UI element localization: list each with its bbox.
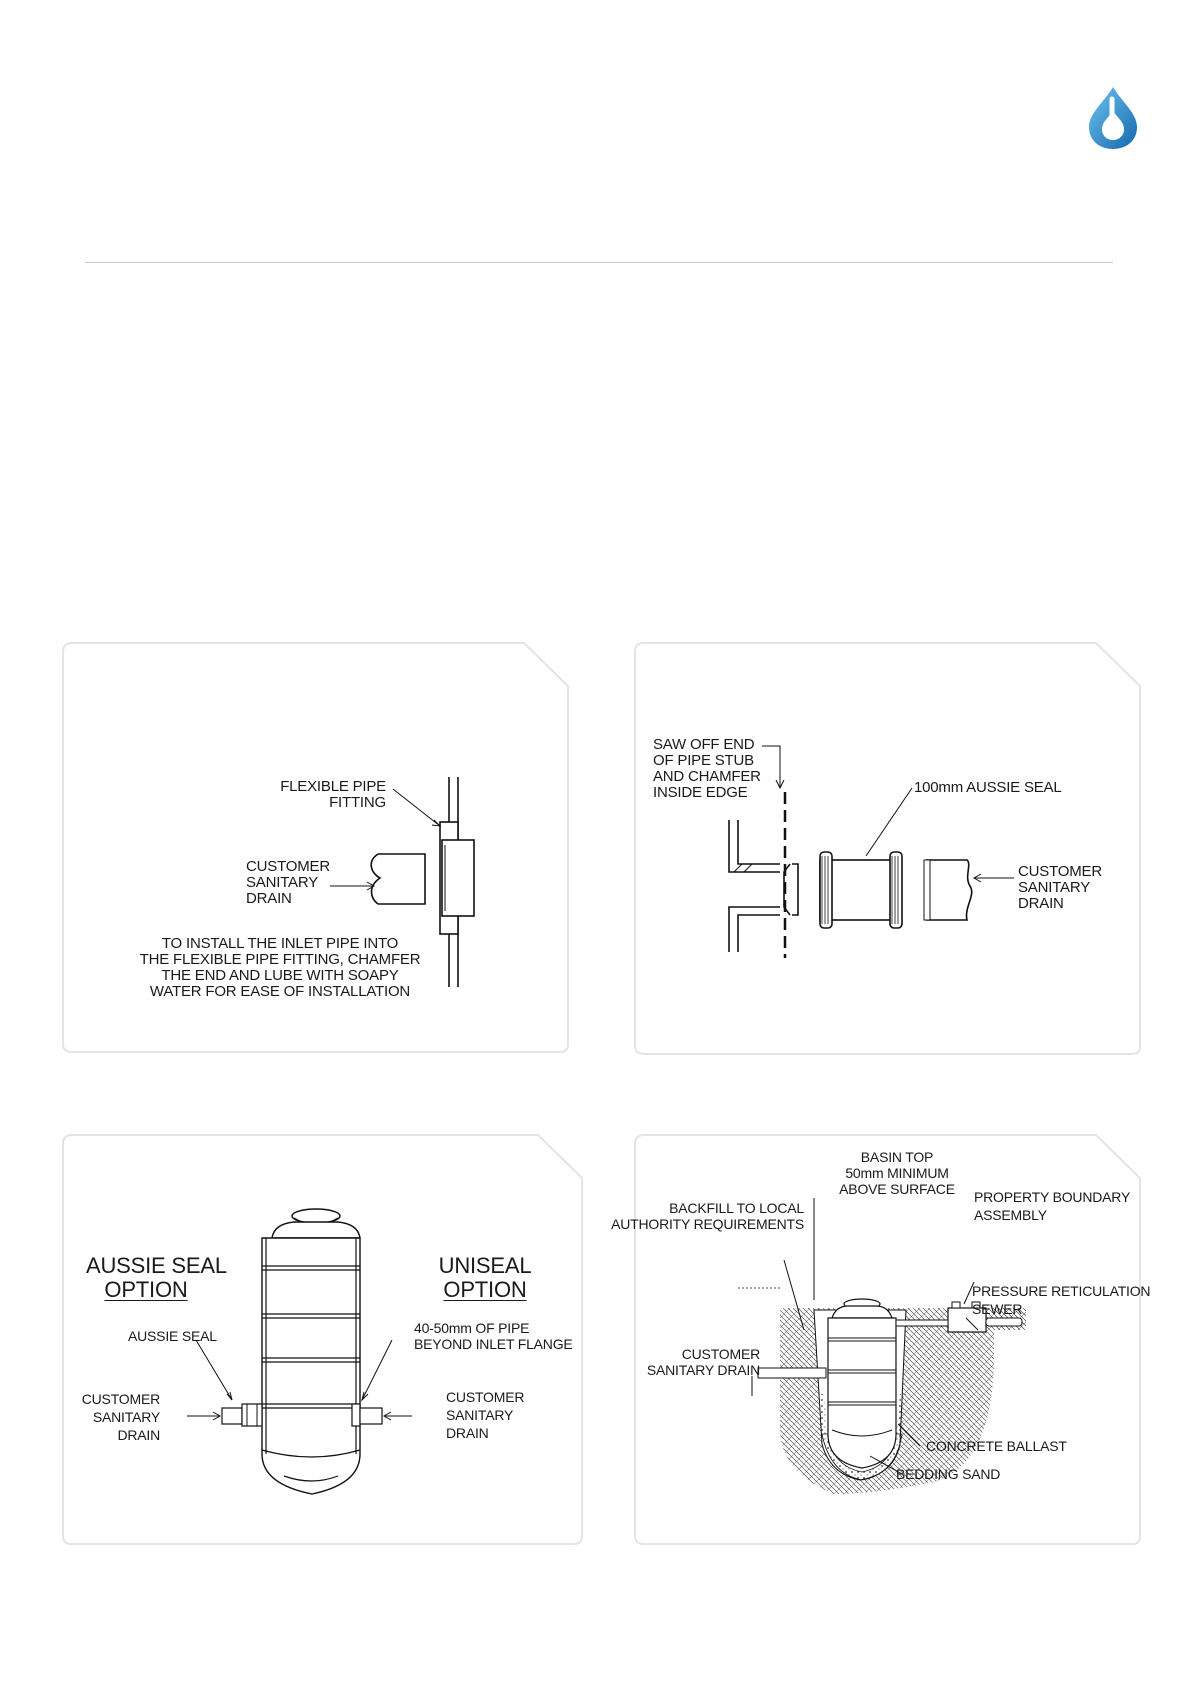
basin-top-label: BASIN TOP 50mm MINIMUM ABOVE SURFACE (839, 1149, 955, 1197)
aussie-seal-label: AUSSIE SEAL (128, 1328, 217, 1344)
aussie-seal-label: 100mm AUSSIE SEAL (914, 779, 1062, 796)
pressure-sewer-label: PRESSURE RETICULATION SEWER (972, 1283, 1151, 1317)
header-divider (85, 262, 1113, 263)
figure-aussie-seal-connection (634, 642, 1142, 1056)
uniseal-option-title: UNISEAL OPTION (438, 1253, 532, 1302)
pipe-beyond-label: 40-50mm OF PIPE BEYOND INLET FLANGE (414, 1320, 573, 1352)
property-boundary-label: PROPERTY BOUNDARY ASSEMBLY (974, 1189, 1131, 1223)
flexible-pipe-fitting-label: FLEXIBLE PIPE FITTING (280, 778, 386, 811)
customer-drain-left-label: CUSTOMER SANITARY DRAIN (81, 1391, 160, 1443)
aussie-seal-option-title: AUSSIE SEAL OPTION (86, 1253, 227, 1302)
bedding-sand-label: BEDDING SAND (896, 1466, 1001, 1482)
figure-2-drawing (634, 642, 1142, 1056)
figure-installation-cross-section (611, 1134, 1151, 1546)
install-note: TO INSTALL THE INLET PIPE INTO THE FLEXIBLE PIPE FITTING, CHAMFER THE END AND LUBE WITH SOAPY WATER FOR EASE OF INSTALLATION (139, 935, 421, 1000)
figure-inlet-options (62, 1134, 584, 1546)
water-drop-logo (1085, 85, 1141, 151)
customer-drain-label: CUSTOMER SANITARY DRAIN (1018, 863, 1102, 912)
backfill-label: BACKFILL TO LOCAL AUTHORITY REQUIREMENTS (611, 1200, 804, 1232)
concrete-ballast-label: CONCRETE BALLAST (926, 1438, 1067, 1454)
saw-off-label: SAW OFF END OF PIPE STUB AND CHAMFER INSIDE EDGE (653, 736, 761, 801)
customer-drain-right-label: CUSTOMER SANITARY DRAIN (446, 1389, 525, 1441)
customer-drain-label: CUSTOMER SANITARY DRAIN (646, 1346, 760, 1378)
figure-flexible-pipe-fitting (62, 642, 570, 1054)
customer-drain-label: CUSTOMER SANITARY DRAIN (246, 858, 330, 907)
